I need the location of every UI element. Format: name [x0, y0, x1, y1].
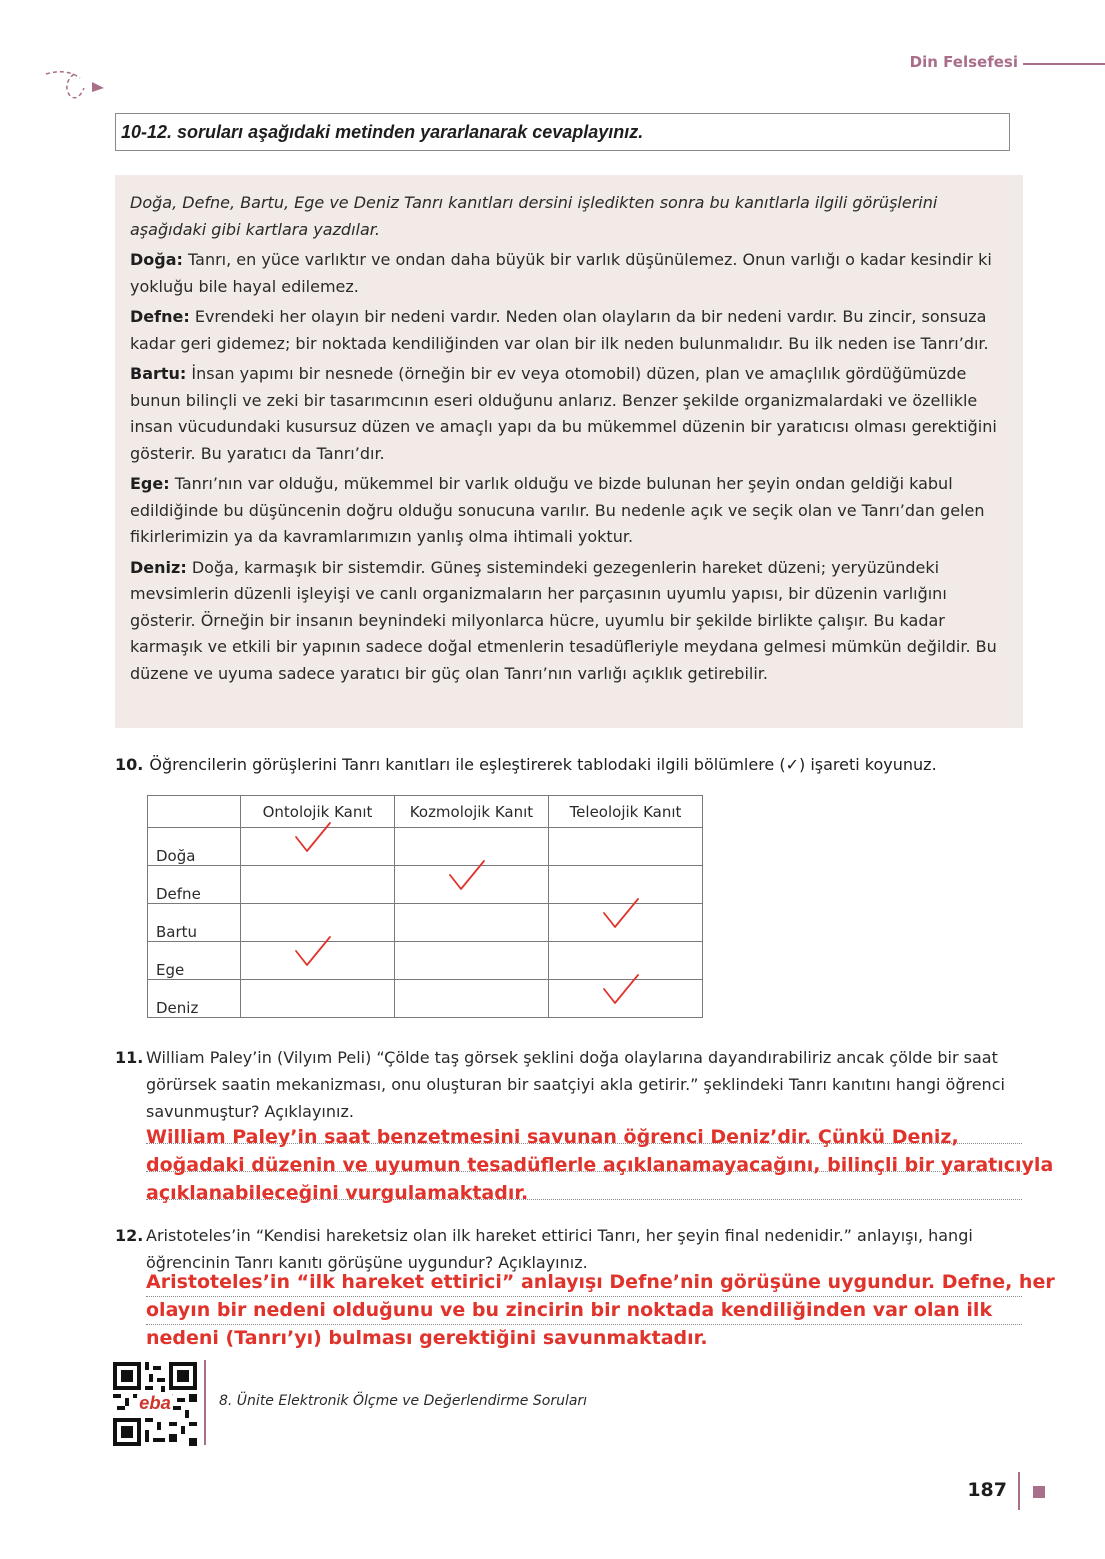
qr-code-icon[interactable]: [113, 1362, 197, 1446]
question-number: 10.: [115, 755, 144, 774]
chapter-title: Din Felsefesi: [909, 53, 1018, 71]
answer-11: William Paley’in saat benzetmesini savunan öğrenci Deniz’dir. Çünkü Deniz, doğadaki düzenin ve uyumun tesadüflerle açıklanamayacağını, bilinçli bir yaratıcıyla açıklanabileceğini vurgulamaktadır.: [146, 1126, 1054, 1204]
question-text: William Paley’in (Vilyım Peli) “Çölde taş görsek şeklini doğa olaylarına dayandırabiliriz ancak çölde bir saat görürsek saatin mekanizması, onu oluşturan bir saatçiyi akla getirir.” şeklindeki Tanrı kanıtını hangi öğrenci savunmuştur? Açıklayınız.: [146, 1048, 1005, 1121]
check-mark-icon: [601, 896, 641, 932]
answer-12: Aristoteles’in “ilk hareket ettirici” anlayışı Defne’nin görüşüne uygundur. Defne, her olayın bir nedeni olduğunu ve bu zincirin bir noktada kendiliğinden var olan ilk nedeni (Tanrı’yı) bulması gerektiğini savunmaktadır.: [146, 1271, 1055, 1349]
table-row: [148, 828, 703, 866]
chapter-rule: [1023, 63, 1105, 65]
reading-passage: [115, 175, 1023, 728]
answer-cell[interactable]: [395, 904, 549, 942]
answer-cell[interactable]: [549, 904, 703, 942]
answer-cell[interactable]: [549, 980, 703, 1018]
instruction-heading: 10-12. soruları aşağıdaki metinden yararlanarak cevaplayınız.: [115, 113, 1010, 151]
table-header-row: [148, 796, 703, 828]
statement-deniz: [130, 555, 1013, 688]
speaker-name: Doğa:: [130, 250, 183, 269]
check-mark-icon: [601, 972, 641, 1008]
speaker-name: Bartu:: [130, 364, 187, 383]
qr-logo-text: eba: [139, 1392, 171, 1414]
answer-cell[interactable]: [241, 866, 395, 904]
table-row: [148, 980, 703, 1018]
question-number: 11.: [115, 1048, 144, 1067]
row-label: Ege: [148, 942, 241, 980]
answer-cell[interactable]: [395, 942, 549, 980]
question-11: [115, 1044, 1026, 1125]
speaker-name: Ege:: [130, 474, 170, 493]
check-mark-icon: [447, 858, 487, 894]
row-label: Bartu: [148, 904, 241, 942]
answer-cell[interactable]: [241, 828, 395, 866]
question-number: 12.: [115, 1226, 144, 1245]
passage-intro: Doğa, Defne, Bartu, Ege ve Deniz Tanrı kanıtları dersini işledikten sonra bu kanıtlarla ilgili görüşlerini aşağıdaki gibi kartlara yazdılar.: [130, 193, 938, 239]
statement-defne: [130, 304, 1013, 357]
qr-caption: 8. Ünite Elektronik Ölçme ve Değerlendirme Soruları: [219, 1393, 588, 1409]
page-number-rule: [1018, 1472, 1020, 1510]
row-label: Defne: [148, 866, 241, 904]
answer-cell[interactable]: [241, 942, 395, 980]
question-text: Öğrencilerin görüşlerini Tanrı kanıtları ile eşleştirerek tablodaki ilgili bölümlere (✓) işareti koyunuz.: [149, 755, 937, 774]
page-marker: [1033, 1486, 1045, 1498]
page-number: 187: [967, 1479, 1007, 1501]
question-text: Aristoteles’in “Kendisi hareketsiz olan ilk hareket ettirici Tanrı, her şeyin final nedenidir.” anlayışı, hangi öğrencinin Tanrı kanıtı görüşüne uygundur? Açıklayınız.: [146, 1226, 973, 1272]
question-10: [115, 752, 937, 778]
row-label: Doğa: [148, 828, 241, 866]
column-header: Kozmolojik Kanıt: [395, 796, 549, 828]
statement-text: Evrendeki her olayın bir nedeni vardır. Neden olan olayların da bir nedeni vardır. Bu zincir, sonsuza kadar geri gidemez; bir noktada kendiliğinden var olan bir ilk neden bulunmalıdır. Bu ilk neden ise Tanrı’dır.: [130, 307, 989, 353]
statement-bartu: [130, 361, 1013, 467]
answer-cell[interactable]: [241, 980, 395, 1018]
check-mark-icon: [293, 820, 333, 856]
table-corner-cell: [148, 796, 241, 828]
row-label: Deniz: [148, 980, 241, 1018]
dashed-arrow-icon: [44, 70, 108, 106]
answer-cell[interactable]: [395, 980, 549, 1018]
table-row: [148, 904, 703, 942]
qr-divider: [204, 1360, 206, 1445]
statement-text: İnsan yapımı bir nesnede (örneğin bir ev veya otomobil) düzen, plan ve amaçlılık gördüğümüzde bunun bilinçli ve zeki bir tasarımcının eseri olduğunu anlarız. Benzer şekilde organizmalardaki ve özellikle insan vücudundaki kusursuz düzen ve amaçlı yapı da bu mükemmel düzenin bir yaratıcısı olması gerektiğini gösterir. Bu yaratıcı da Tanrı’dır.: [130, 364, 997, 463]
speaker-name: Defne:: [130, 307, 190, 326]
statement-text: Tanrı, en yüce varlıktır ve ondan daha büyük bir varlık düşünülemez. Onun varlığı o kadar kesindir ki yokluğu bile hayal edilemez.: [130, 250, 992, 296]
statement-ege: [130, 471, 1013, 551]
statement-text: Doğa, karmaşık bir sistemdir. Güneş sistemindeki gezegenlerin hareket düzeni; yeryüzündeki mevsimlerin düzenli işleyişi ve canlı organizmaların her parçasının uyumlu yapısı, bir düzenin varlığını gösterir. Örneğin bir insanın beynindeki milyonlarca hücre, uyumlu bir şekilde birlikte çalışır. Bu kadar karmaşık ve etkili bir yapının sadece doğal etmenlerin tesadüfleriyle meydana gelmesi mümkün değildir. Bu düzene ve uyuma sadece yaratıcı bir güç olan Tanrı’nın varlığı açıklık getirebilir.: [130, 557, 997, 683]
answer-cell[interactable]: [395, 866, 549, 904]
speaker-name: Deniz:: [130, 557, 187, 577]
column-header: Teleolojik Kanıt: [549, 796, 703, 828]
proof-table: [147, 795, 703, 1018]
statement-doga: [130, 247, 1013, 300]
column-header: Ontolojik Kanıt: [241, 796, 395, 828]
statement-text: Tanrı’nın var olduğu, mükemmel bir varlık olduğu ve bizde bulunan her şeyin ondan geldiği kabul edildiğinde bu düşüncenin doğru olduğu sonucuna varılır. Bu nedenle açık ve seçik olan ve Tanrı’dan gelen fikirlerimizin ya da kavramlarımızın yanlış olma ihtimali yoktur.: [130, 474, 985, 546]
check-mark-icon: [293, 934, 333, 970]
answer-cell[interactable]: [549, 828, 703, 866]
